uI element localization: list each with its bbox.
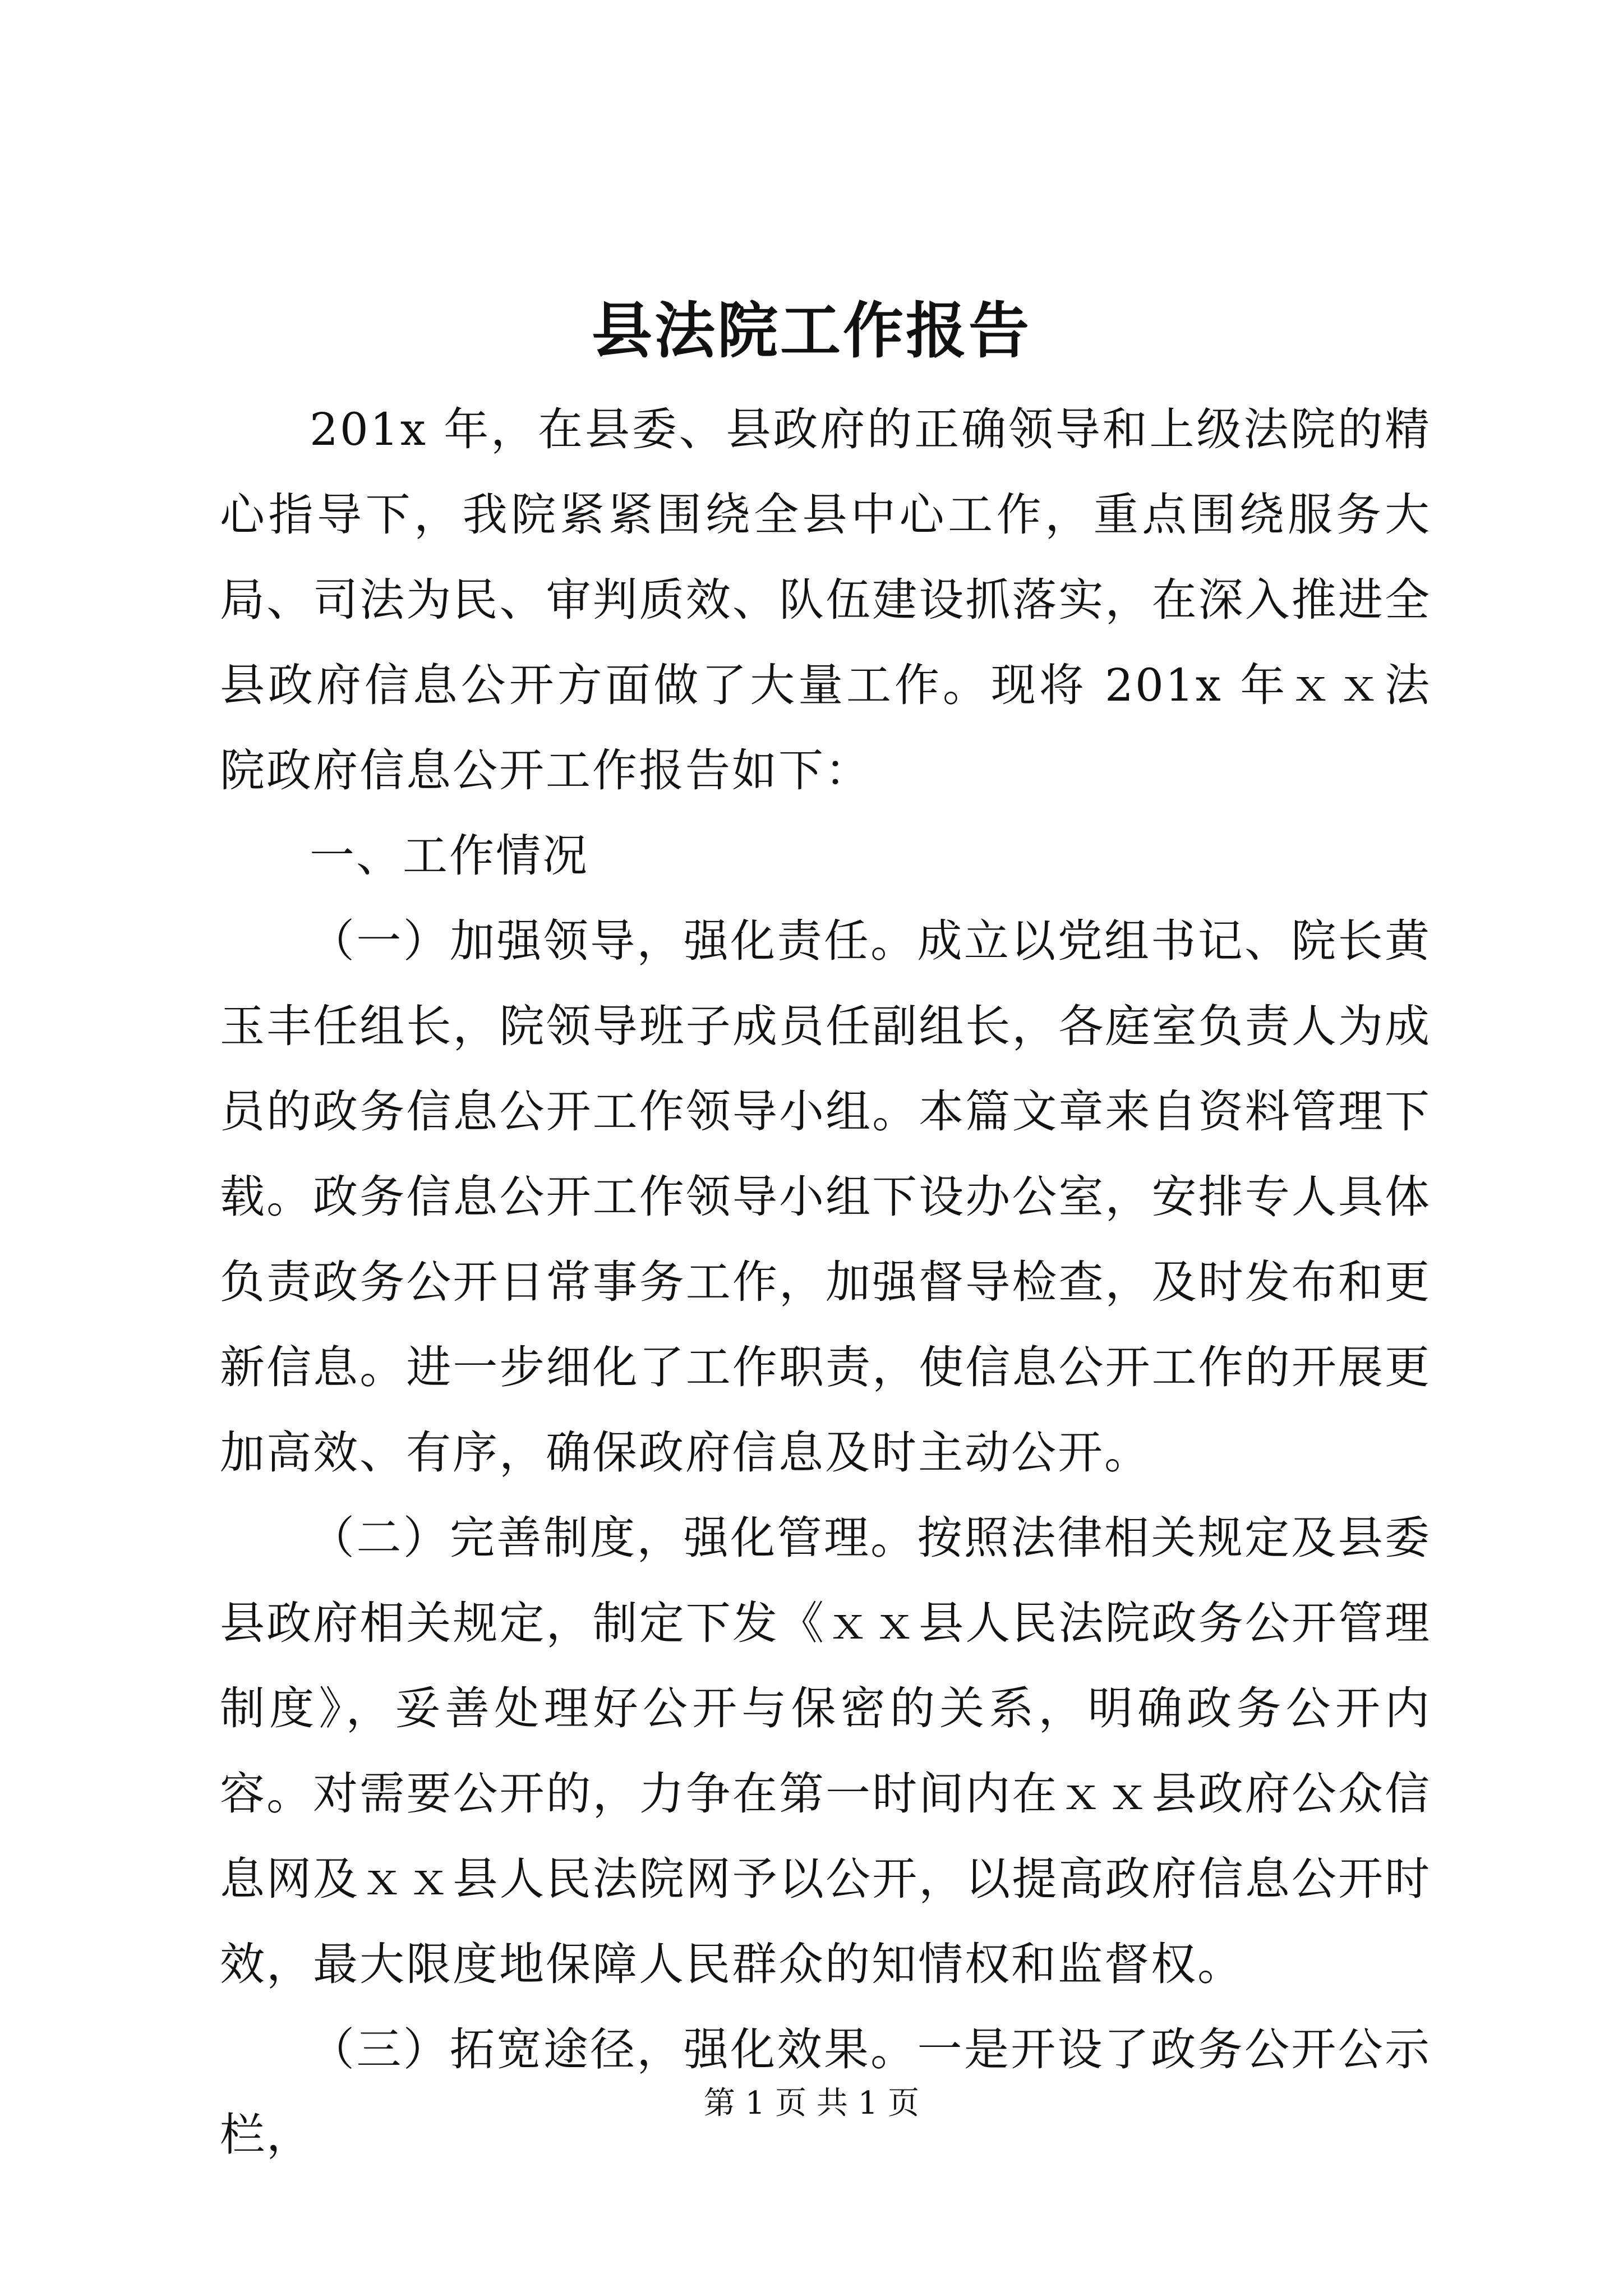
- paragraph-intro: 201x 年，在县委、县政府的正确领导和上级法院的精心指导下，我院紧紧围绕全县中心工作，重点围绕服务大局、司法为民、审判质效、队伍建设抓落实，在深入推进全县政府信息公开方面做了大量工作。现将 201x 年ｘｘ法院政府信息公开工作报告如下：: [220, 403, 1431, 797]
- section-heading-work-status: 一、工作情况: [310, 830, 589, 882]
- document-title: 县法院工作报告: [591, 296, 1031, 366]
- paragraph-system: （二）完善制度，强化管理。按照法律相关规定及县委县政府相关规定，制定下发《ｘｘ县人民法院政务公开管理制度》，妥善处理好公开与保密的关系，明确政务公开内容。对需要公开的，力争在第一时间内在ｘｘ县政府公众信息网及ｘｘ县人民法院网予以公开，以提高政府信息公开时效，最大限度地保障人民群众的知情权和监督权。: [220, 1512, 1431, 1990]
- page-footer: 第 1 页 共 1 页: [703, 2085, 920, 2122]
- paragraph-channels: （三）拓宽途径，强化效果。一是开设了政务公开公示栏，: [220, 2023, 1431, 2161]
- paragraph-leadership: （一）加强领导，强化责任。成立以党组书记、院长黄玉丰任组长，院领导班子成员任副组长，各庭室负责人为成员的政务信息公开工作领导小组。本篇文章来自资料管理下载。政务信息公开工作领导小组下设办公室，安排专人具体负责政务公开日常事务工作，加强督导检查，及时发布和更新信息。进一步细化了工作职责，使信息公开工作的开展更加高效、有序，确保政府信息及时主动公开。: [220, 915, 1431, 1479]
- document-body: [220, 387, 1431, 2178]
